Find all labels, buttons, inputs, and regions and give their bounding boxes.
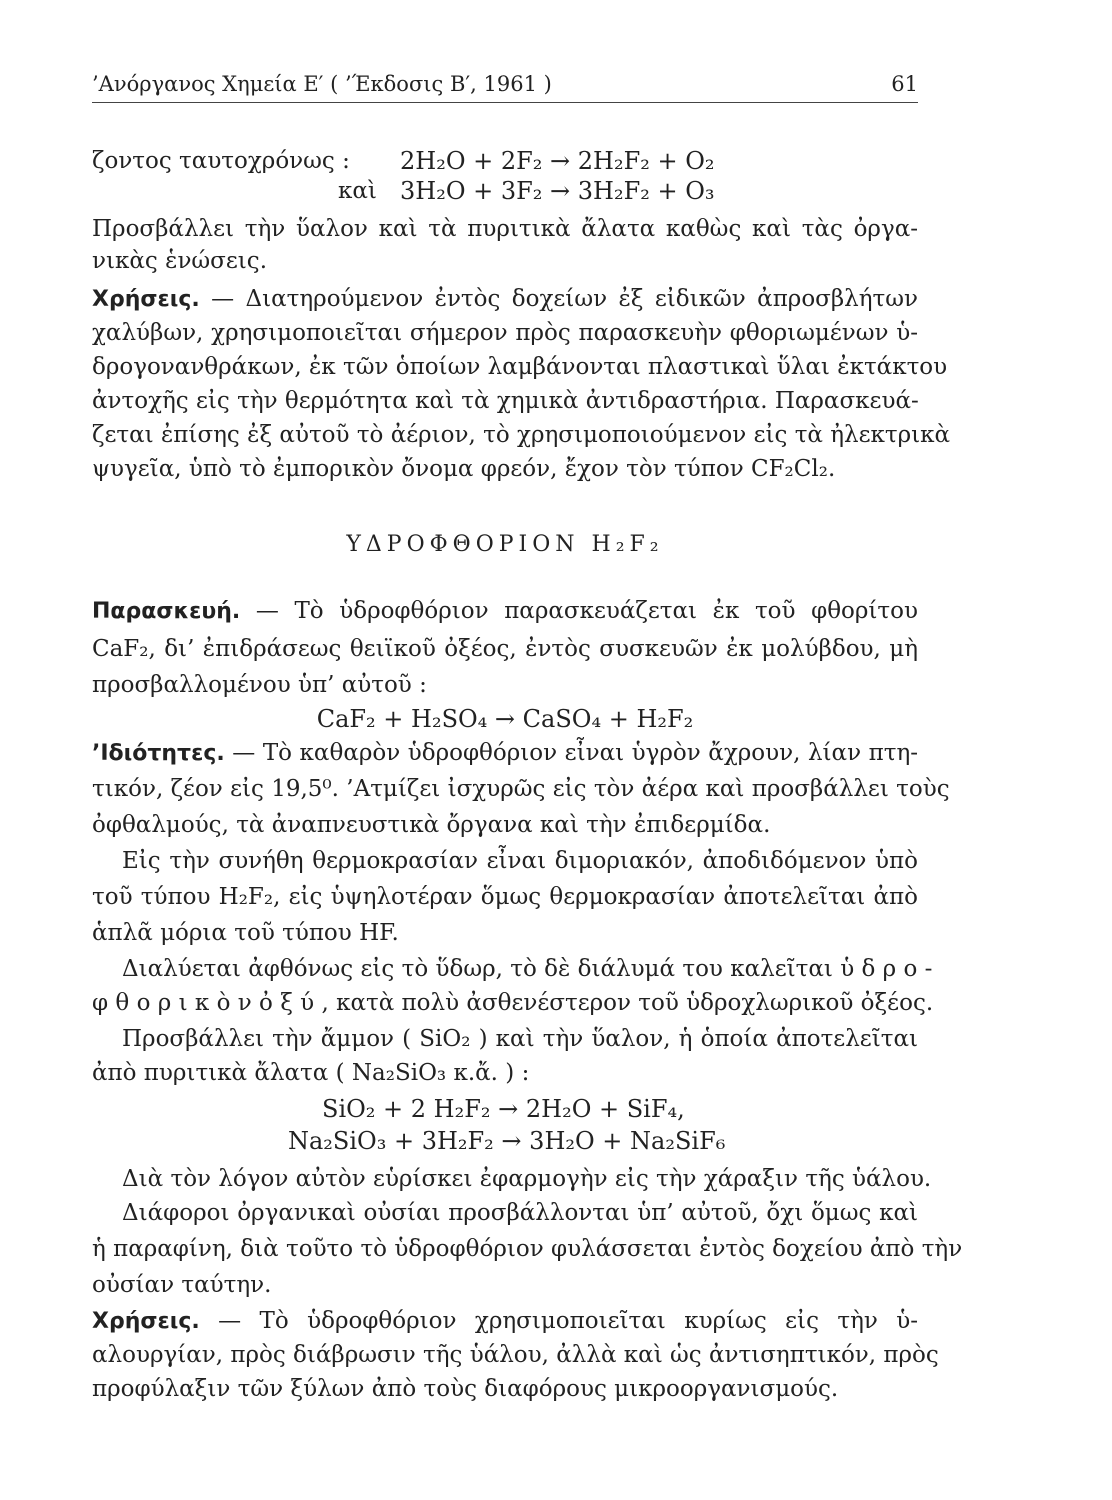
text-line: φ θ ο ρ ι κ ὸ ν ὀ ξ ύ , κατὰ πολὺ ἀσθενέστερον τοῦ ὑδροχλωρικοῦ ὀξέος. [92, 990, 934, 1016]
text-line: Προσβάλλει τὴν ἄμμον ( SiO₂ ) καὶ τὴν ὕαλον, ἡ ὁποία ἀποτελεῖται [122, 1026, 918, 1052]
text-line: Διαλύεται ἀφθόνως εἰς τὸ ὕδωρ, τὸ δὲ διάλυμά του καλεῖται ὑ δ ρ ο - [122, 956, 933, 982]
text-line: Προσβάλλει τὴν ὕαλον καὶ τὰ πυριτικὰ ἄλατα καθὼς καὶ τὰς ὀργα- [92, 216, 918, 242]
text-line: τοῦ τύπου H₂F₂, εἰς ὑψηλοτέραν ὅμως θερμοκρασίαν ἀποτελεῖται ἀπὸ [92, 884, 918, 910]
text-line: ζεται ἐπίσης ἐξ αὐτοῦ τὸ ἀέριον, τὸ χρησιμοποιούμενον εἰς τὰ ἠλεκτρικὰ [92, 422, 951, 448]
page-number: 61 [891, 72, 918, 96]
text-line: προσβαλλομένου ὑπ’ αὐτοῦ : [92, 672, 427, 698]
section-title: ΥΔΡΟΦΘΟΡΙΟΝ H₂F₂ [346, 532, 664, 557]
equation-sodium-silicate: Na₂SiO₃ + 3H₂F₂ → 3H₂O + Na₂SiF₆ [288, 1127, 726, 1155]
text-line: ’Ιδιότητες. — Τὸ καθαρὸν ὑδροφθόριον εἶναι ὑγρὸν ἄχρουν, λίαν πτη- [92, 740, 918, 766]
equation-fluorine-water-1: 2H₂O + 2F₂ → 2H₂F₂ + O₂ [400, 147, 715, 175]
text-line: ἁπλᾶ μόρια τοῦ τύπου HF. [92, 920, 399, 946]
equation-kai: καὶ [338, 178, 377, 204]
text-line: Διάφοροι ὀργανικαὶ οὐσίαι προσβάλλονται ὑπ’ αὐτοῦ, ὄχι ὅμως καὶ [122, 1200, 918, 1226]
text-line: οὐσίαν ταύτην. [92, 1272, 272, 1298]
equation-line-1 [92, 146, 918, 176]
equation-lead: ζοντος ταυτοχρόνως : [92, 148, 350, 174]
text-line: τικόν, ζέον εἰς 19,5⁰. ’Ατμίζει ἰσχυρῶς εἰς τὸν ἀέρα καὶ προσβάλλει τοὺς [92, 776, 950, 802]
text-line: ἡ παραφίνη, διὰ τοῦτο τὸ ὑδροφθόριον φυλάσσεται ἐντὸς δοχείου ἀπὸ τὴν [92, 1236, 963, 1262]
text-line: αλουργίαν, πρὸς διάβρωσιν τῆς ὑάλου, ἀλλὰ καὶ ὡς ἀντισηπτικόν, πρὸς [92, 1342, 939, 1368]
text-line: Χρήσεις. — Τὸ ὑδροφθόριον χρησιμοποιεῖται κυρίως εἰς τὴν ὑ- [92, 1308, 918, 1334]
uses-heading-2: Χρήσεις. [92, 1309, 200, 1334]
text-line: ὀφθαλμούς, τὰ ἀναπνευστικὰ ὄργανα καὶ τὴν ἐπιδερμίδα. [92, 812, 771, 838]
preparation-heading: Παρασκευή. [92, 599, 241, 624]
text-line: Εἰς τὴν συνήθη θερμοκρασίαν εἶναι διμοριακόν, ἀποδιδόμενον ὑπὸ [122, 848, 918, 874]
properties-heading: ’Ιδιότητες. [92, 741, 225, 766]
text-line: προφύλαξιν τῶν ξύλων ἀπὸ τοὺς διαφόρους μικροοργανισμούς. [92, 1376, 839, 1402]
text-line: ἀπὸ πυριτικὰ ἄλατα ( Na₂SiO₃ κ.ἄ. ) : [92, 1060, 530, 1086]
text-line: Παρασκευή. — Τὸ ὑδροφθόριον παρασκευάζεται ἐκ τοῦ φθορίτου [92, 598, 918, 624]
running-header [92, 64, 918, 103]
text-line: Διὰ τὸν λόγον αὐτὸν εὑρίσκει ἐφαρμογὴν εἰς τὴν χάραξιν τῆς ὑάλου. [122, 1166, 932, 1192]
text-line: ἀντοχῆς εἰς τὴν θερμότητα καὶ τὰ χημικὰ ἀντιδραστήρια. Παρασκευά- [92, 388, 919, 414]
text-line: δρογονανθράκων, ἐκ τῶν ὁποίων λαμβάνονται πλαστικαὶ ὕλαι ἐκτάκτου [92, 354, 948, 380]
text-line: CaF₂, δι’ ἐπιδράσεως θειϊκοῦ ὀξέος, ἐντὸς συσκευῶν ἐκ μολύβδου, μὴ [92, 636, 918, 662]
text-line: Χρήσεις. — Διατηρούμενον ἐντὸς δοχείων ἐξ εἰδικῶν ἀπροσβλήτων [92, 286, 918, 312]
text-line: χαλύβων, χρησιμοποιεῖται σήμερον πρὸς παρασκευὴν φθοριωμένων ὑ- [92, 320, 918, 346]
text-line: ψυγεῖα, ὑπὸ τὸ ἐμπορικὸν ὄνομα φρεόν, ἔχον τὸν τύπον CF₂Cl₂. [92, 456, 836, 482]
text-line: νικὰς ἑνώσεις. [92, 248, 268, 274]
equation-fluorine-water-2: 3H₂O + 3F₂ → 3H₂F₂ + O₃ [400, 177, 715, 205]
equation-silica: SiO₂ + 2 H₂F₂ → 2H₂O + SiF₄, [322, 1095, 685, 1123]
uses-heading: Χρήσεις. [92, 287, 200, 312]
header-title: ’Ανόργανος Χημεία Ε′ ( ’Έκδοσις Β′, 1961 ) [92, 72, 552, 96]
equation-preparation: CaF₂ + H₂SO₄ → CaSO₄ + H₂F₂ [316, 705, 694, 733]
